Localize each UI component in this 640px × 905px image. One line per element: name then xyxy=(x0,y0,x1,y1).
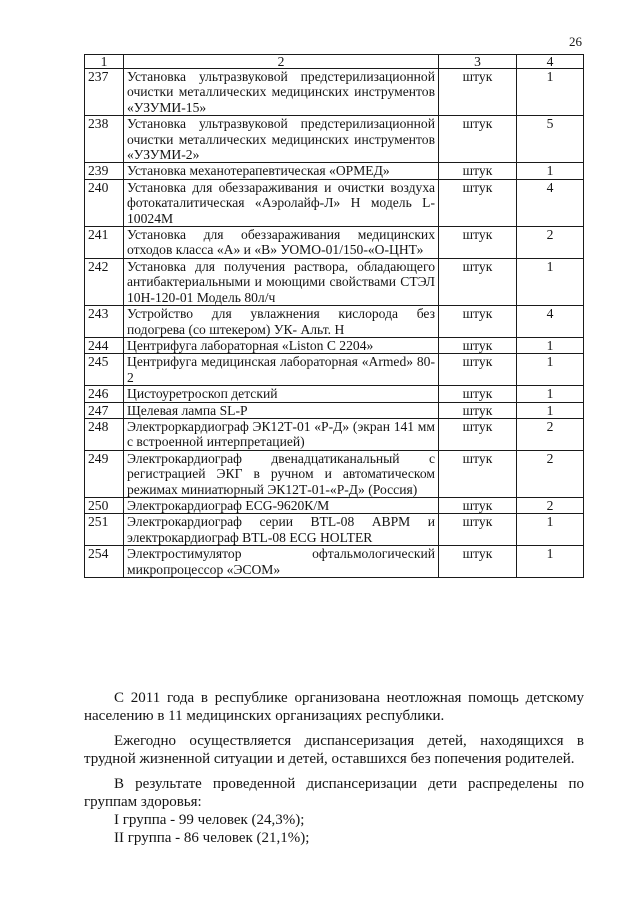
unit: штук xyxy=(439,418,517,450)
unit: штук xyxy=(439,258,517,305)
row-number: 242 xyxy=(85,258,124,305)
unit: штук xyxy=(439,337,517,353)
unit: штук xyxy=(439,402,517,418)
unit: штук xyxy=(439,514,517,546)
quantity: 5 xyxy=(517,116,584,163)
equipment-name: Электрокардиограф ECG-9620К/М xyxy=(124,497,439,513)
equipment-name: Установка для получения раствора, обладающего антибактериальными и моющими свойствами СТЭЛ 10Н-120-01 Модель 80л/ч xyxy=(124,258,439,305)
paragraph-emergency-care: С 2011 года в республике организована неотложная помощь детскому населению в 11 медицинских организациях республики. xyxy=(84,690,584,724)
equipment-name: Электроркардиограф ЭК12Т-01 «Р-Д» (экран 141 мм с встроенной интерпретацией) xyxy=(124,418,439,450)
equipment-name: Электрокардиограф серии BTL-08 АВРМ и электрокардиограф BTL-08 ECG HOLTER xyxy=(124,514,439,546)
table-row xyxy=(85,450,584,497)
quantity: 2 xyxy=(517,418,584,450)
table-row xyxy=(85,163,584,179)
quantity: 1 xyxy=(517,337,584,353)
paragraph-health-groups: В результате проведенной диспансеризации дети распределены по группам здоровья: xyxy=(84,776,584,810)
equipment-name: Электрокардиограф двенадцатиканальный с регистрацией ЭКГ в ручном и автоматическом режимах миниатюрный ЭК12Т-01-«Р-Д» (Россия) xyxy=(124,450,439,497)
table-row xyxy=(85,546,584,578)
table-header-row xyxy=(85,55,584,69)
equipment-name: Центрифуга лабораторная «Liston C 2204» xyxy=(124,337,439,353)
row-number: 247 xyxy=(85,402,124,418)
unit: штук xyxy=(439,386,517,402)
row-number: 246 xyxy=(85,386,124,402)
unit: штук xyxy=(439,69,517,116)
table-row xyxy=(85,306,584,338)
table-row xyxy=(85,227,584,259)
table-row xyxy=(85,69,584,116)
header-col-1: 1 xyxy=(85,55,124,69)
equipment-name: Центрифуга медицинская лабораторная «Armed» 80-2 xyxy=(124,354,439,386)
paragraph-dispensary: Ежегодно осуществляется диспансеризация детей, находящихся в трудной жизненной ситуации и детей, оставшихся без попечения родителей. xyxy=(84,733,584,767)
row-number: 239 xyxy=(85,163,124,179)
equipment-name: Установка для обеззараживания и очистки воздуха фотокаталитическая «Аэролайф-Л» Н модель L-10024М xyxy=(124,179,439,226)
table-row xyxy=(85,497,584,513)
header-col-2: 2 xyxy=(124,55,439,69)
equipment-table xyxy=(84,54,584,578)
unit: штук xyxy=(439,116,517,163)
row-number: 248 xyxy=(85,418,124,450)
quantity: 1 xyxy=(517,163,584,179)
row-number: 244 xyxy=(85,337,124,353)
equipment-name: Установка механотерапевтическая «ОРМЕД» xyxy=(124,163,439,179)
row-number: 240 xyxy=(85,179,124,226)
unit: штук xyxy=(439,227,517,259)
quantity: 1 xyxy=(517,258,584,305)
row-number: 237 xyxy=(85,69,124,116)
quantity: 1 xyxy=(517,354,584,386)
quantity: 1 xyxy=(517,402,584,418)
row-number: 251 xyxy=(85,514,124,546)
row-number: 254 xyxy=(85,546,124,578)
header-col-3: 3 xyxy=(439,55,517,69)
equipment-name: Установка для обеззараживания медицинских отходов класса «А» и «В» УОМО-01/150-«О-ЦНТ» xyxy=(124,227,439,259)
equipment-name: Электростимулятор офтальмологический микропроцессор «ЭСОМ» xyxy=(124,546,439,578)
row-number: 243 xyxy=(85,306,124,338)
quantity: 4 xyxy=(517,179,584,226)
quantity: 1 xyxy=(517,514,584,546)
row-number: 238 xyxy=(85,116,124,163)
equipment-name: Установка ультразвуковой предстерилизационной очистки металлических медицинских инструментов «УЗУМИ-2» xyxy=(124,116,439,163)
unit: штук xyxy=(439,306,517,338)
row-number: 241 xyxy=(85,227,124,259)
header-col-4: 4 xyxy=(517,55,584,69)
table-row xyxy=(85,116,584,163)
unit: штук xyxy=(439,497,517,513)
table-row xyxy=(85,386,584,402)
row-number: 249 xyxy=(85,450,124,497)
equipment-name: Устройство для увлажнения кислорода без подогрева (со штекером) УК- Альт. Н xyxy=(124,306,439,338)
health-group-2: II группа - 86 человек (21,1%); xyxy=(114,830,310,846)
table-row xyxy=(85,514,584,546)
equipment-name: Установка ультразвуковой предстерилизационной очистки металлических медицинских инструментов «УЗУМИ-15» xyxy=(124,69,439,116)
unit: штук xyxy=(439,450,517,497)
equipment-name: Щелевая лампа SL-P xyxy=(124,402,439,418)
page-number: 26 xyxy=(569,34,582,49)
unit: штук xyxy=(439,546,517,578)
quantity: 1 xyxy=(517,386,584,402)
quantity: 4 xyxy=(517,306,584,338)
unit: штук xyxy=(439,179,517,226)
unit: штук xyxy=(439,163,517,179)
table-row xyxy=(85,258,584,305)
unit: штук xyxy=(439,354,517,386)
table-row xyxy=(85,418,584,450)
health-group-1: I группа - 99 человек (24,3%); xyxy=(114,812,305,828)
table-row xyxy=(85,179,584,226)
row-number: 245 xyxy=(85,354,124,386)
quantity: 2 xyxy=(517,497,584,513)
equipment-name: Цистоуретроскоп детский xyxy=(124,386,439,402)
table-row xyxy=(85,354,584,386)
quantity: 2 xyxy=(517,227,584,259)
quantity: 2 xyxy=(517,450,584,497)
table-row xyxy=(85,402,584,418)
body-text xyxy=(84,689,584,847)
table-row xyxy=(85,337,584,353)
row-number: 250 xyxy=(85,497,124,513)
quantity: 1 xyxy=(517,546,584,578)
quantity: 1 xyxy=(517,69,584,116)
